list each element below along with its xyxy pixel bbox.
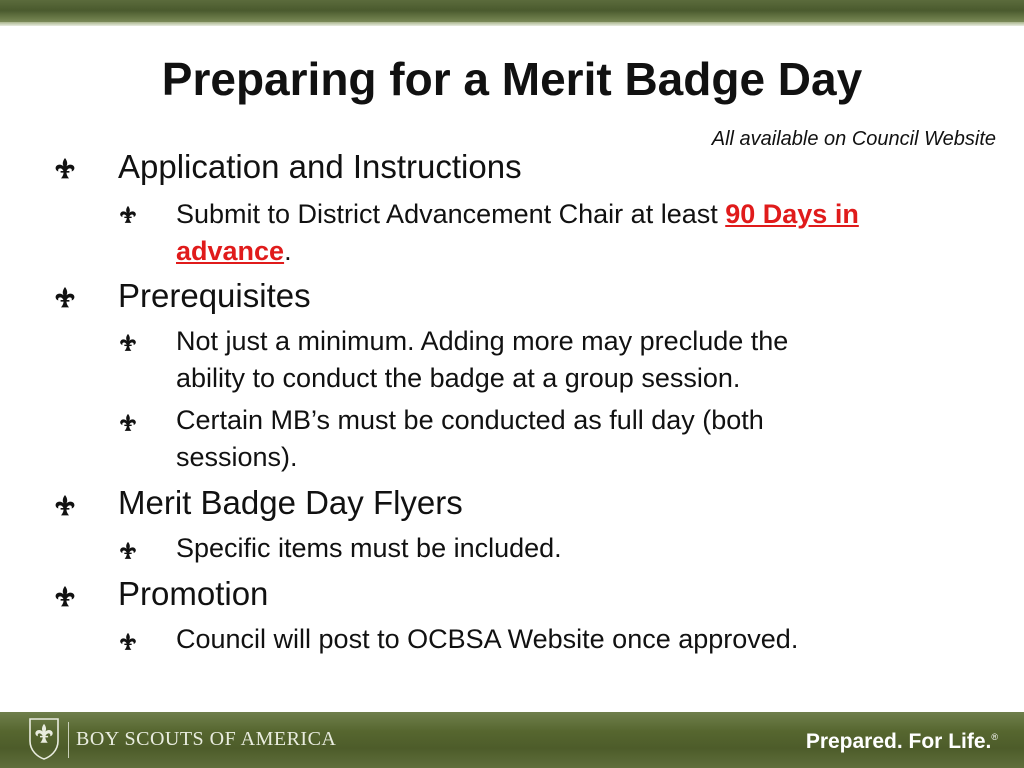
fleur-de-lis-icon [118,413,138,433]
fleur-de-lis-icon [118,632,138,652]
sub-bullet-full-day [176,402,976,476]
fleur-de-lis-icon [53,585,77,609]
council-website-note: All available on Council Website [711,128,996,150]
deadline-highlight-cont: advance [176,236,285,266]
registered-mark: ® [991,732,998,742]
minimum-line2: ability to conduct the badge at a group session. [176,363,741,393]
fleur-de-lis-icon [118,541,138,561]
fleur-de-lis-icon [53,286,77,310]
sub-bullet-items: Specific items must be included. [176,533,562,563]
submit-period: . [284,236,292,266]
slide-title: Preparing for a Merit Badge Day [161,53,863,105]
bullet-flyers: Merit Badge Day Flyers [118,484,463,521]
bsa-org-name: BOY SCOUTS OF AMERICA [76,728,337,750]
footer-motto [806,730,998,754]
bullet-promotion: Promotion [118,575,269,612]
footer-divider [68,722,69,758]
motto-text: Prepared. For Life. [805,730,992,753]
sub-bullet-council-post: Council will post to OCBSA Website once approved. [176,624,799,654]
bsa-logo-icon [26,715,62,761]
minimum-line1: Not just a minimum. Adding more may preclude the [176,326,789,356]
full-day-line2: sessions). [176,442,298,472]
deadline-highlight: 90 Days in [725,199,859,229]
fleur-de-lis-icon [53,494,77,518]
fleur-de-lis-icon [118,333,138,353]
submit-text: Submit to District Advancement Chair at least [176,199,726,229]
bullet-application: Application and Instructions [118,148,522,185]
fleur-de-lis-icon [53,157,77,181]
bullet-prerequisites: Prerequisites [118,277,311,314]
sub-bullet-minimum [176,323,976,397]
full-day-line1: Certain MB’s must be conducted as full day (both [176,405,764,435]
top-decorative-band [0,0,1024,26]
fleur-de-lis-icon [118,205,138,225]
sub-bullet-submit [176,196,976,270]
